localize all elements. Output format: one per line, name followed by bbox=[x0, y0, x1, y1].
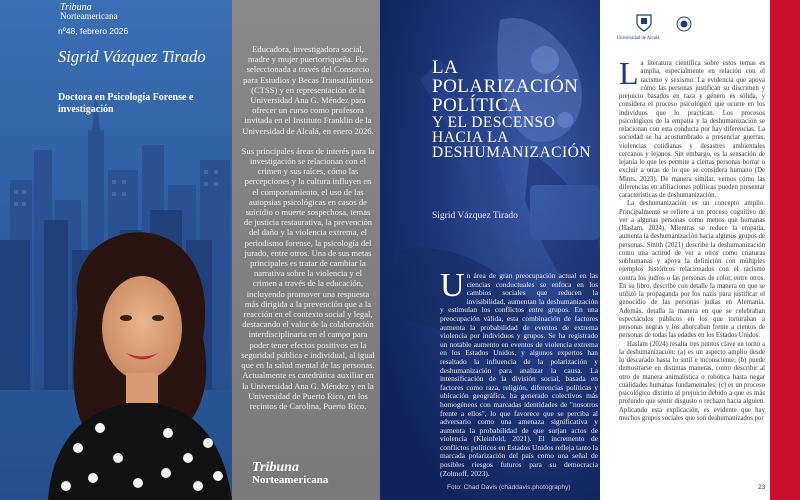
institute-seal-icon bbox=[676, 16, 692, 32]
magazine-logo-line2: Norteamericana bbox=[60, 11, 118, 21]
title-line-6: DESHUMANIZACIÓN bbox=[432, 144, 592, 161]
university-label: Universidad de Alcalá bbox=[616, 36, 660, 41]
body-paragraph-3: Haslam (2024) resalta tres puntos clave en torno a la deshumanización: (a) es un aspecto amplio desde lo descarado hasta lo sutil e inconsciente; (b) puede demostrarse en distintas maneras, como describir al otro de manera animalística o robótica hasta negar cualidades humanas fundamentales; (c) es un proceso psicológico distinto al prejuicio debido a que es más profundo que sentir disgusto o rechazo hacia alguien. Aplicando esta explicación, es evidente que hay muchos grupos sociales que son deshumanizados por bbox=[619, 340, 765, 422]
red-edge-right bbox=[770, 0, 800, 500]
biography-paragraph-2: Sus principales áreas de interés para la investigación se relacionan con el crimen y sus raíces, cómo las percepciones y la cultura influyen en el comportamiento, el uso de las autopsias psicológicas en casos de suicidio o muerte sospechosa, temas de justicia restaurativa, la prevención del daño y la violencia extrema, el periodismo forense, la psicología del jurado, entre otros. Una de sus metas principales es tratar de cambiar la narrativa sobre la violencia y el crimen a través de la educación, incluyendo promover una respuesta más dirigida a la prevención que a la reacción en el contexto social y legal, destacando el valor de la colaboración interdisciplinaria en el campo para poder tener efectos positivos en la seguridad pública e individual, al igual que en la salud mental de las personas. Actualmente es catedrática auxiliar en la Universidad Ana G. Méndez y en la Universidad de Puerto Rico, en los recintos de Carolina, Puerto Rico. bbox=[241, 145, 375, 411]
body-paragraph-2: La deshumanización es un concepto amplio. Principalmente se refiere a un proceso cognitivo de ver a algunas personas como menos que humanas (Haslam, 2024). Mientras se reduce la empatía, aumenta la deshumanización hacia algunos grupos de personas. Smith (2021) describe la deshumanización como una actitud de ver a otros como criaturas subhumanas y apoya la definición con múltiples ejemplos históricos relacionados con el racismo contra los judíos o las personas de color, entre otros. En su libro, describe con detalle la manera en que se utilizó la propaganda por los nazis para justificar el genocidio de las personas judías en Alemania. Además, detalla la manera en que se celebraban espectáculos públicos en los que torturaban a personas negras y los ahorcaban frente a cientos de personas de todas las edades en los Estados Unidos. bbox=[619, 200, 765, 340]
title-line-3: POLÍTICA bbox=[432, 95, 523, 116]
title-line-5: HACIA LA bbox=[432, 129, 509, 146]
article-body bbox=[619, 55, 765, 423]
profile-role: Doctora en Psicología Forense e investigación bbox=[58, 92, 194, 115]
biography-paragraph-1: Educadora, investigadora social, madre y mujer puertorriqueña. Fue seleccionada a través del Consorcio para Estudios y Becas Transatlánticos (CTSS) y en representación de la Universidad Ana G. Méndez para ofrecer un curso como profesora invitada en el Instituto Franklin de la Universidad de Alcalá, en enero 2026. bbox=[242, 44, 374, 136]
article-intro bbox=[440, 267, 598, 478]
profile-name: Sigrid Vázquez Tirado bbox=[58, 47, 206, 66]
footer-logo-line1: Tribuna bbox=[252, 460, 299, 475]
footer-logo-line2: Norteamericana bbox=[252, 474, 329, 486]
body-paragraph-1 bbox=[619, 55, 765, 200]
title-line-4: Y EL DESCENSO bbox=[432, 114, 556, 131]
article-intro-text: n área de gran preocupación actual en las ciencias conductuales se enfoca en los cambios sociales que reducen la invisibilidad, aumentan la deshumanización y estimulan los conflictos entre grupos. En una preocupación válida, esta combinación de factores aumenta la probabilidad de eventos de extrema violencia por individuos y grupos. Se ha registrado un notable aumento en eventos de violencia extrema en los Estados Unidos, y algunos expertos han resaltado la influencia de la polarización y deshumanización para analizar la causa. La intensificación de la división social, basada en factores como raza, religión, diferencias políticas y ubicación geográfica, ha generado colectivos más homogéneos con marcadas identidades de "nosotros frente a ellos", lo que favorece que se perciba al adversario como una amenaza significativa y aumenta la probabilidad de que surjan actos de violencia (Kleinfeld, 2021). El incremento de conflictos políticos en Estados Unidos refleja tanto la marcada polarización del país como una señal de posibles riesgos futuros para su democracia (Zoltnoff, 2023). bbox=[440, 271, 598, 478]
biography-text bbox=[241, 44, 375, 421]
left-page-background bbox=[0, 0, 232, 500]
article-author: Sigrid Vázquez Tirado bbox=[432, 211, 518, 221]
dropcap-u: U bbox=[440, 267, 465, 304]
portrait-photo bbox=[38, 218, 232, 500]
body-paragraph-1-text: a literatura científica sobre estos temas es amplia, especialmente en relación con el racismo y sexismo. La evidencia que apoya cómo las personas justifican su discrimen y prejuicio basados en raza y género es sólida, y considera el proceso psicológico que ocurre en los individuos que lo practican. Los procesos psicológicos de la empatía y la deshumanización se relacionan con esta conducta por hay diferencias. La sociedad se ha acostumbrado a presenciar guerras, violencias cotidianas y desastres ambientales cercanos y lejanos. Sin embargo, es la sensación de lejanía lo que les permite a ciertas personas borrar o excluir a otras de lo que se considera humano (De Mints, 2023). De manera similar, vemos cómo las diferencias en afiliaciones políticas pueden presentar características de deshumanización. bbox=[619, 60, 765, 199]
dropcap-l: L bbox=[619, 55, 639, 91]
magazine-logo-line1: Tribuna bbox=[60, 2, 92, 13]
article-title bbox=[432, 58, 591, 160]
footer-magazine-logo bbox=[252, 461, 328, 487]
university-crest-icon bbox=[634, 12, 654, 32]
title-line-1: LA bbox=[432, 57, 459, 78]
photo-credit: Foto: Chad Davis (chaddavis.photography) bbox=[447, 484, 571, 491]
page-number-right: 23 bbox=[758, 484, 766, 491]
title-line-2: POLARIZACIÓN bbox=[432, 76, 579, 97]
issue-label: nº48, febrero 2026 bbox=[58, 26, 129, 36]
magazine-logo bbox=[60, 3, 117, 21]
